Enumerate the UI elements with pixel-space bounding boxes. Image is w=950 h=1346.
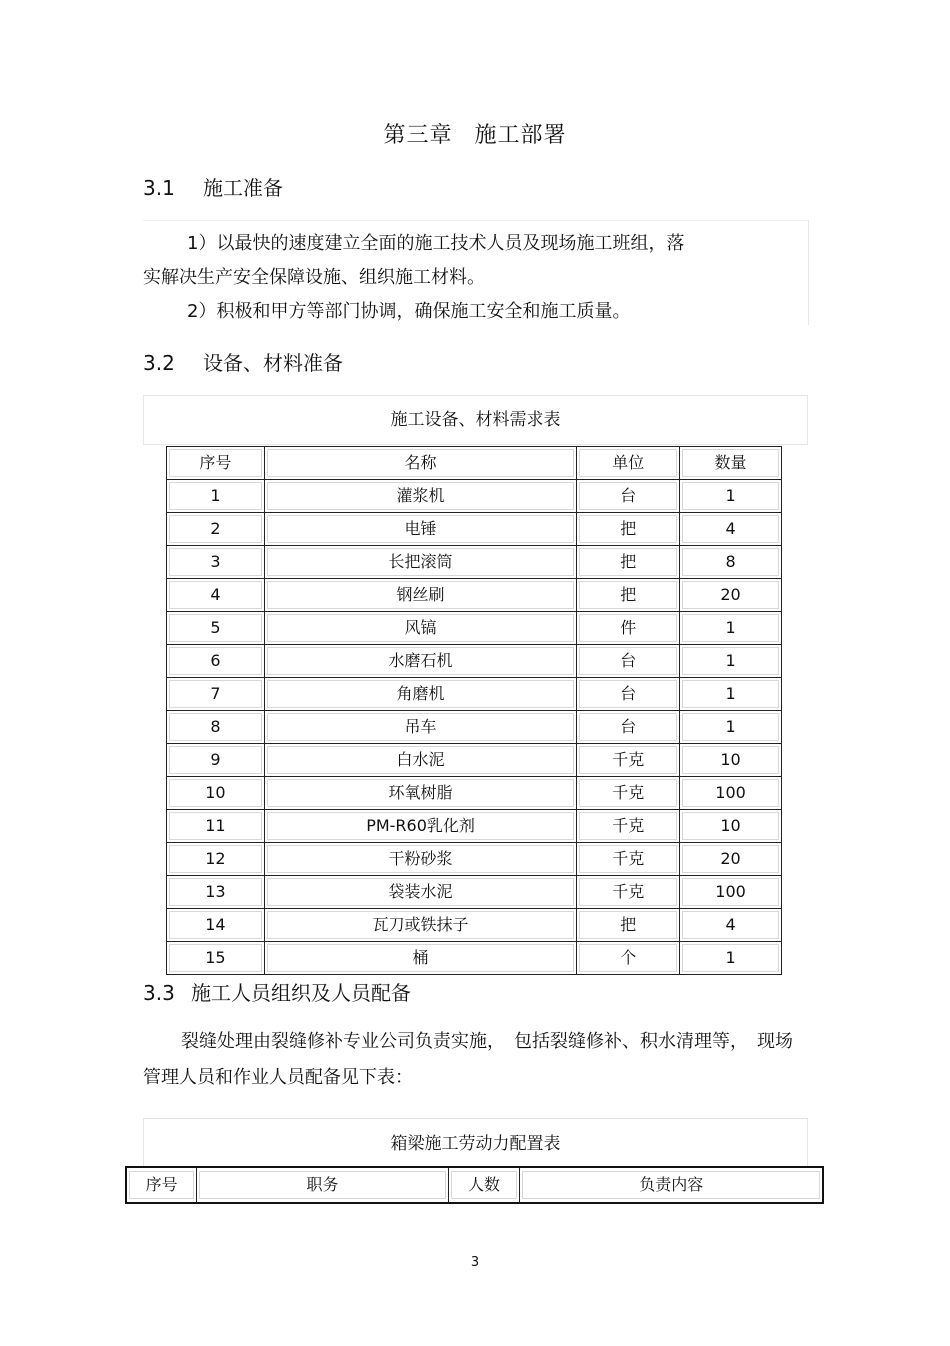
prep-item-1-line-2: 实解决生产安全保障设施、组织施工材料。 [143,267,485,288]
labor-table-caption: 箱梁施工劳动力配置表 [390,1134,561,1154]
table-cell: 5 [169,614,262,642]
table-cell: 把 [579,515,677,543]
table-cell: 灌浆机 [267,482,574,510]
table-cell: 12 [169,845,262,873]
table-row [167,711,782,744]
table-row [167,810,782,843]
table-row [167,744,782,777]
equip-table-caption-box [143,395,808,445]
table-cell: 1 [682,944,779,972]
table-cell: 8 [169,713,262,741]
table-cell: 1 [169,482,262,510]
table-row [167,942,782,975]
table-cell: 角磨机 [267,680,574,708]
section-title: 设备、材料准备 [203,351,343,375]
table-cell: 千克 [579,812,677,840]
chapter-label: 第三章 [383,123,453,148]
table-row [167,546,782,579]
table-cell: 4 [682,911,779,939]
table-cell: 14 [169,911,262,939]
table-cell: 台 [579,680,677,708]
table-cell: 11 [169,812,262,840]
equip-table-body [167,480,782,975]
equip-table-caption: 施工设备、材料需求表 [390,410,561,430]
section-number: 3.3 [143,981,175,1005]
table-row [167,909,782,942]
equip-table [166,446,782,975]
table-cell: 把 [579,548,677,576]
table-cell: 100 [682,878,779,906]
table-cell: 2 [169,515,262,543]
table-cell: 10 [682,812,779,840]
table-cell: 7 [169,680,262,708]
section-number: 3.1 [143,176,175,200]
table-cell: 千克 [579,878,677,906]
table-cell: 环氧树脂 [267,779,574,807]
table-cell: 100 [682,779,779,807]
staff-paragraph [143,1025,808,1095]
chapter-title: 施工部署 [474,123,567,148]
table-cell: 台 [579,482,677,510]
header-cell: 名称 [267,449,574,477]
table-row [167,777,782,810]
table-cell: 1 [682,713,779,741]
table-cell: 长把滚筒 [267,548,574,576]
table-cell: 白水泥 [267,746,574,774]
table-cell: 4 [682,515,779,543]
table-cell: 20 [682,845,779,873]
table-cell: 4 [169,581,262,609]
section-heading-3-3 [143,977,411,1006]
table-cell: 10 [169,779,262,807]
header-cell: 单位 [579,449,677,477]
table-cell: 钢丝刷 [267,581,574,609]
section-heading-3-1 [143,172,283,201]
table-row [167,645,782,678]
header-cell: 人数 [451,1171,518,1199]
header-cell: 数量 [682,449,779,477]
table-cell: 水磨石机 [267,647,574,675]
prep-paragraphs [143,220,809,325]
table-cell: 10 [682,746,779,774]
equip-table-header-row [167,447,782,480]
labor-table-caption-box [143,1118,808,1167]
section-heading-3-2 [143,347,343,376]
prep-item-1-line-1: 1）以最快的速度建立全面的施工技术人员及现场施工班组，落 [187,233,685,254]
table-cell: 6 [169,647,262,675]
table-cell: 千克 [579,746,677,774]
table-cell: 15 [169,944,262,972]
labor-table [125,1166,824,1204]
table-cell: 1 [682,647,779,675]
labor-table-header-row [126,1167,823,1203]
table-row [167,513,782,546]
chapter-heading [0,118,950,149]
header-cell: 序号 [169,449,262,477]
table-cell: 1 [682,482,779,510]
table-cell: 20 [682,581,779,609]
table-cell: 袋装水泥 [267,878,574,906]
table-cell: 13 [169,878,262,906]
header-cell: 负责内容 [522,1171,820,1199]
table-row [167,612,782,645]
header-cell: 职务 [199,1171,445,1199]
prep-item-2: 2）积极和甲方等部门协调，确保施工安全和施工质量。 [187,301,631,322]
table-cell: 件 [579,614,677,642]
page-number: 3 [470,1255,480,1270]
table-row [167,876,782,909]
table-cell: 台 [579,713,677,741]
table-cell: 8 [682,548,779,576]
table-cell: 1 [682,614,779,642]
table-cell: 千克 [579,779,677,807]
table-cell: 把 [579,581,677,609]
table-cell: 1 [682,680,779,708]
table-cell: 干粉砂浆 [267,845,574,873]
table-cell: 瓦刀或铁抹子 [267,911,574,939]
staff-line-2: 管理人员和作业人员配备见下表： [143,1067,413,1088]
table-cell: 把 [579,911,677,939]
table-cell: 吊车 [267,713,574,741]
table-row [167,843,782,876]
staff-line-1: 裂缝处理由裂缝修补专业公司负责实施， 包括裂缝修补、积水清理等， 现场 [181,1031,793,1052]
table-cell: 个 [579,944,677,972]
header-cell: 序号 [129,1171,194,1199]
section-title: 施工人员组织及人员配备 [191,981,411,1005]
table-cell: 桶 [267,944,574,972]
table-cell: PM-R60乳化剂 [267,812,574,840]
table-cell: 千克 [579,845,677,873]
table-row [167,678,782,711]
table-cell: 9 [169,746,262,774]
table-cell: 台 [579,647,677,675]
table-row [167,480,782,513]
table-cell: 风镐 [267,614,574,642]
table-cell: 电锤 [267,515,574,543]
section-number: 3.2 [143,351,175,375]
section-title: 施工准备 [203,176,283,200]
table-row [167,579,782,612]
table-cell: 3 [169,548,262,576]
